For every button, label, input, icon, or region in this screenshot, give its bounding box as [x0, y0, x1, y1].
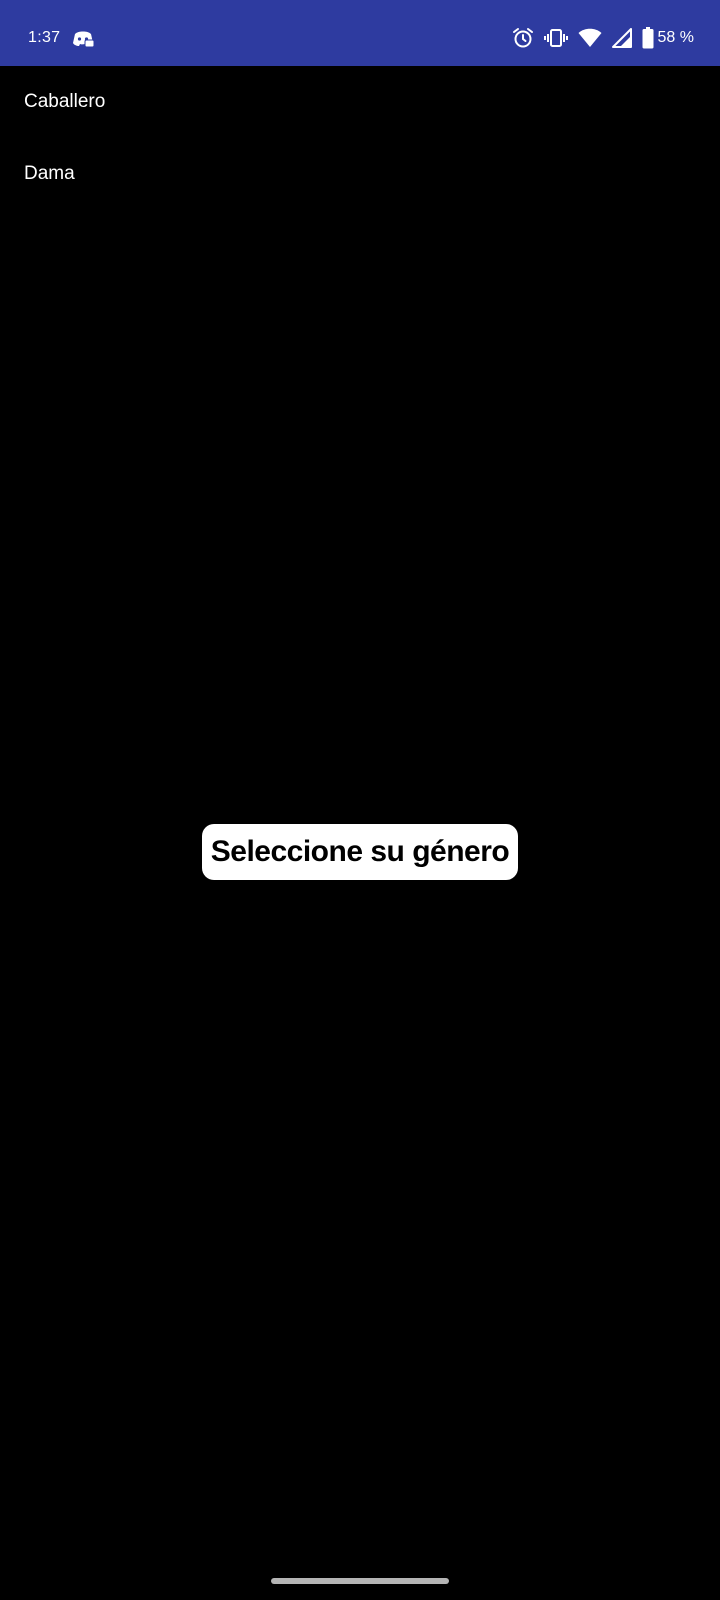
status-time: 1:37 [28, 29, 61, 46]
alarm-icon [512, 27, 534, 49]
vibrate-icon [544, 27, 568, 49]
gesture-nav-handle[interactable] [271, 1578, 449, 1584]
wifi-icon [578, 28, 602, 48]
list-item-caballero[interactable]: Caballero [24, 91, 106, 112]
list-item-dama[interactable]: Dama [24, 163, 75, 184]
battery-percent: 58 % [657, 29, 694, 46]
gender-list [0, 66, 720, 210]
discord-icon [72, 30, 94, 48]
status-bar [0, 0, 720, 66]
signal-icon [612, 28, 632, 48]
status-icons [502, 26, 694, 50]
battery-icon [642, 27, 654, 49]
toast-message: Seleccione su género [202, 824, 518, 880]
